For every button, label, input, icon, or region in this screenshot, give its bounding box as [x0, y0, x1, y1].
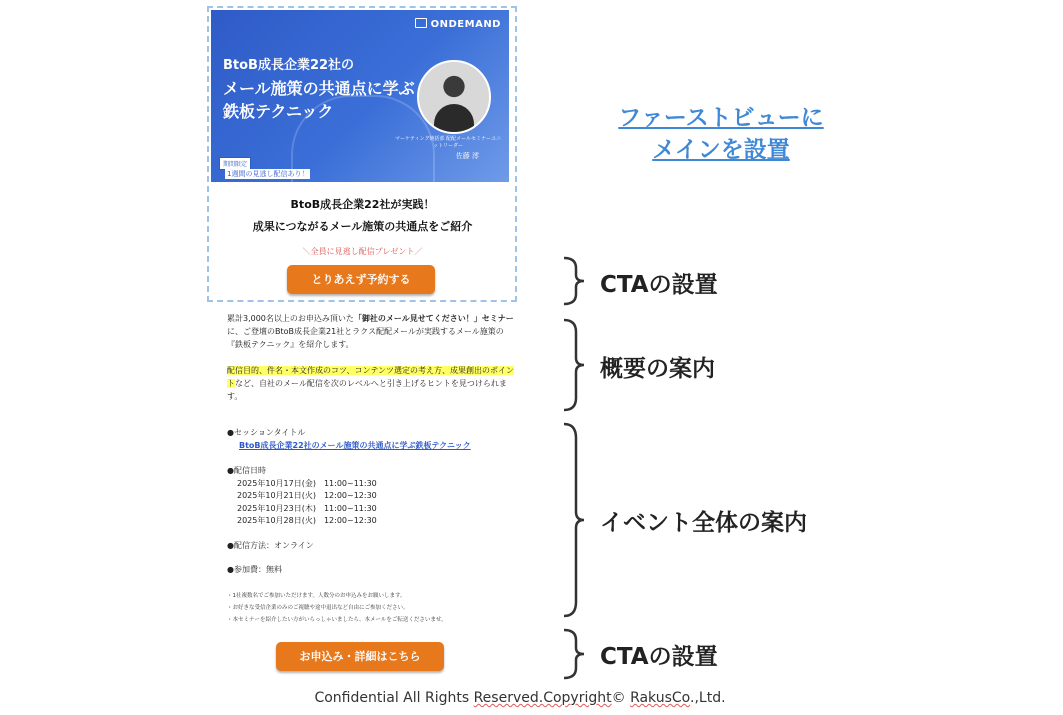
note-item: ・1社複数名でご参加いただけます。人数分のお申込みをお願いします。 [227, 593, 406, 599]
session-label: ●セッションタイトル [227, 428, 306, 437]
date-label: ●配信日時 [227, 466, 266, 475]
speaker-photo [417, 60, 491, 134]
banner-title-line3: 鉄板テクニック [223, 102, 334, 121]
footer-squiggle-1: Reserved.Copyright [473, 690, 612, 706]
overview-p1-c: に、ご登壇のBtoB成長企業21社とラクス配配メールが実践するメール施策の『鉄板テクニック』を紹介します。 [227, 327, 504, 349]
reserve-button[interactable]: とりあえず予約する [287, 265, 435, 294]
overview-highlight: 配信目的、件名・本文作成のコツ、コンテンツ選定の考え方、成果創出のポイント [227, 366, 515, 388]
brace-event [560, 422, 588, 618]
overview-paragraph-1 [227, 312, 517, 351]
brace-cta-top [560, 256, 588, 306]
ondemand-badge [415, 18, 501, 30]
overview-annotation: 概要の案内 [600, 356, 715, 382]
overview-p1-a: 累計3,000名以上のお申込み頂いた [227, 314, 354, 323]
cta-bottom-annotation: CTAの設置 [600, 644, 718, 670]
first-view-annotation-line2: メインを設置 [652, 137, 790, 163]
note-item: ・お好きな受信企業のみのご視聴や途中退出など自由にご参加ください。 [227, 605, 409, 611]
banner-title-line2: メール施策の共通点に学ぶ [223, 79, 415, 98]
hero-banner [211, 10, 509, 182]
date-item: 2025年10月21日(火) 12:00~12:30 [237, 491, 377, 500]
date-item: 2025年10月28日(火) 12:00~12:30 [237, 516, 377, 525]
overview-p1-bold: 「御社のメール見せてください！」セミナー [353, 314, 514, 323]
note-item: ・本セミナーを紹介したい方がいらっしゃいましたら、本メールをご転送くださいませ。 [227, 617, 447, 623]
monitor-icon [415, 18, 427, 28]
brace-overview [560, 318, 588, 412]
event-annotation: イベント全体の案内 [600, 510, 807, 536]
footer-middle: © [611, 690, 631, 706]
email-preview [205, 6, 520, 663]
date-item: 2025年10月17日(金) 11:00~11:30 [237, 479, 377, 488]
speaker-role: マーケティング統括部 配配メールセミナーユニットリーダー [395, 136, 501, 149]
footer-copyright [0, 690, 1040, 706]
footer-suffix: .,Ltd. [690, 690, 726, 706]
brand-label: ONDEMAND [430, 19, 501, 30]
session-title-link[interactable]: BtoB成長企業22社のメール施策の共通点に学ぶ鉄板テクニック [239, 441, 471, 450]
footer-squiggle-2: RakusCo [630, 690, 690, 706]
overview-paragraph-2 [227, 364, 517, 403]
delivery-method: ●配信方法：オンライン [227, 541, 314, 550]
brace-cta-bottom [560, 628, 588, 680]
banner-title-line1: BtoB成長企業22社の [223, 58, 355, 73]
speaker-name: 佐藤 澪 [455, 152, 479, 160]
apply-button[interactable]: お申込み・詳細はこちら [276, 642, 444, 671]
replay-note: 1週間の見逃し配信あり！ [227, 170, 309, 178]
limited-tag: 期間限定 [219, 157, 251, 170]
first-view-annotation-line1: ファーストビューに [618, 105, 824, 131]
fee: ●参加費：無料 [227, 565, 282, 574]
date-item: 2025年10月23日(木) 11:00~11:30 [237, 504, 377, 513]
promo-text: ＼全員に見逃し配信プレゼント／ [302, 247, 423, 256]
footer-prefix: Confidential All Rights [314, 690, 474, 706]
headline-line2: 成果につながるメール施策の共通点をご紹介 [252, 220, 473, 233]
overview-p2-rest: など、自社のメール配信を次のレベルへと引き上げるヒントを見つけられます。 [227, 379, 507, 401]
cta-top-annotation: CTAの設置 [600, 272, 718, 298]
headline-line1: BtoB成長企業22社が実践！ [290, 198, 435, 211]
